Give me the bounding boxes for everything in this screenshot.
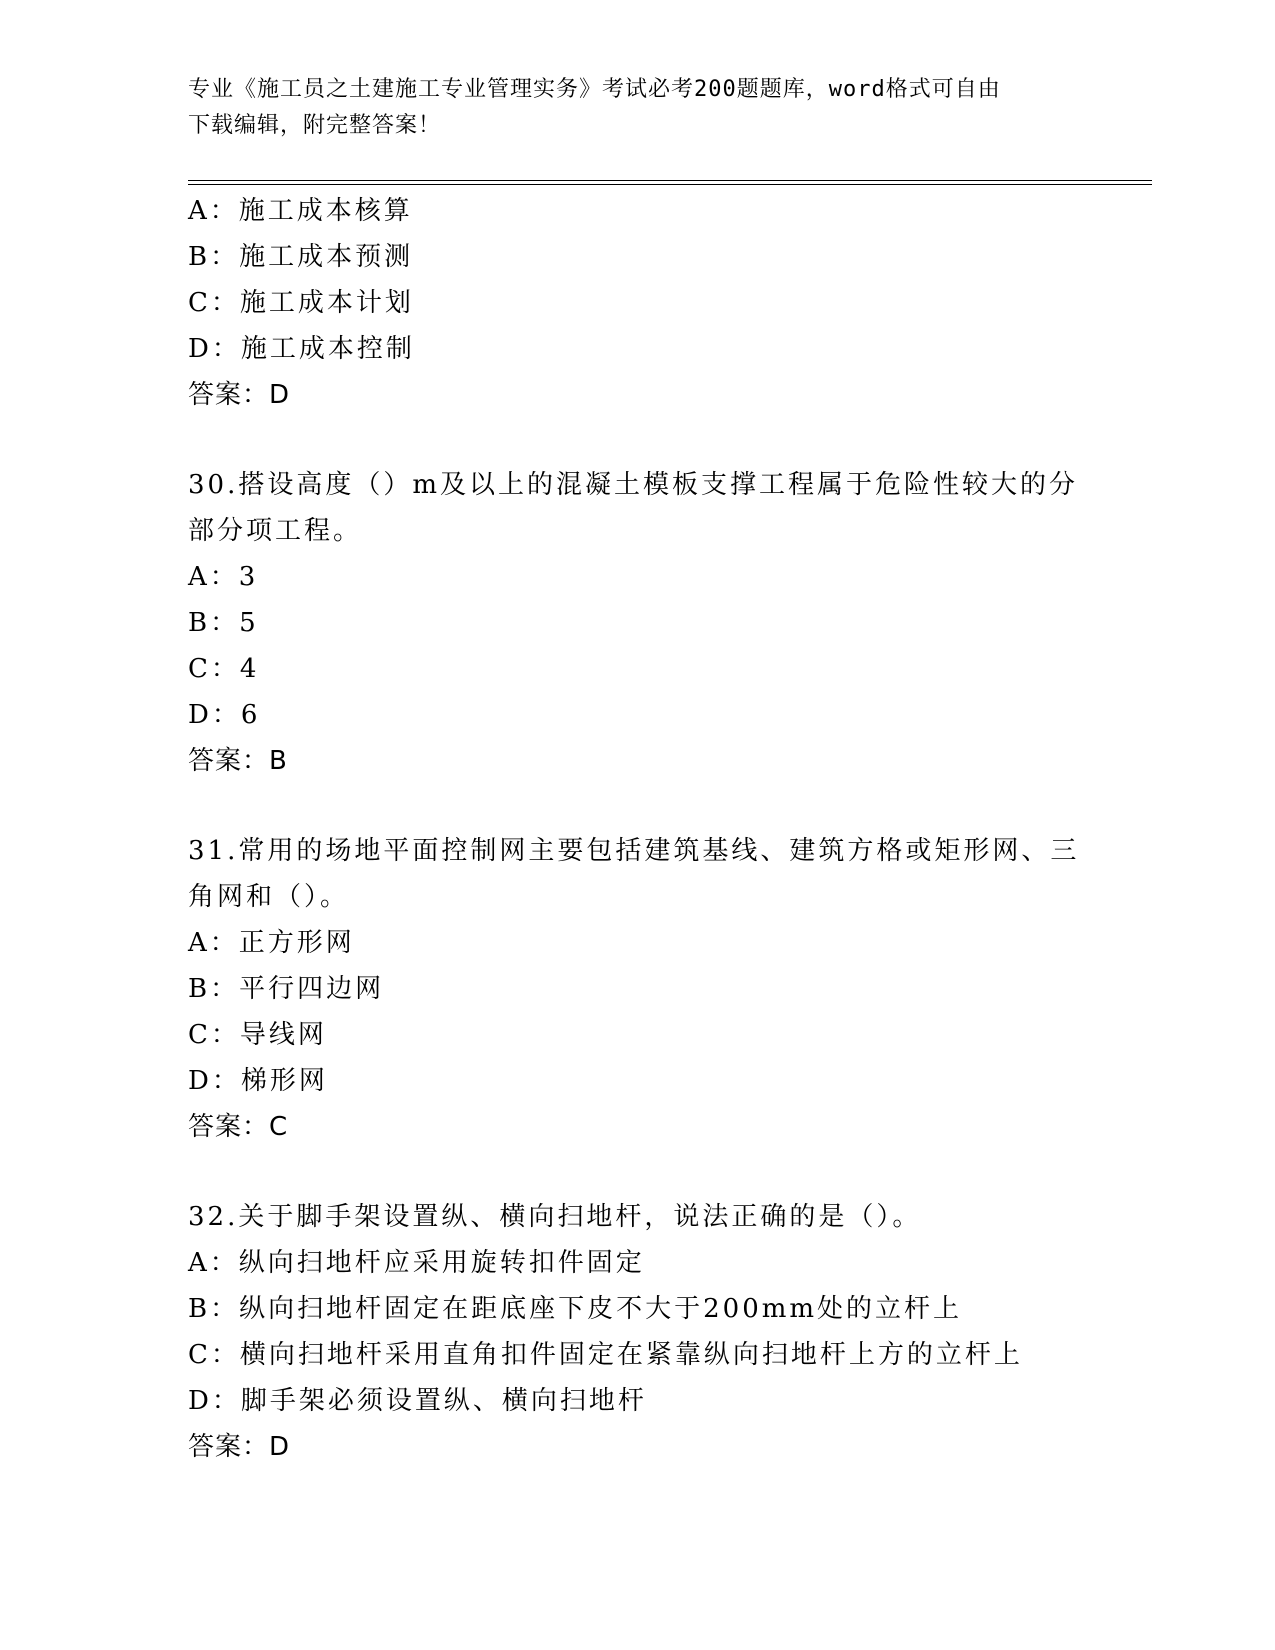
question-stem-line-1: 30.搭设高度（）m及以上的混凝土模板支撑工程属于危险性较大的分 bbox=[188, 470, 1079, 500]
answer-line: 答案：C bbox=[188, 1112, 289, 1142]
option-b: B：施工成本预测 bbox=[188, 242, 414, 272]
page-header bbox=[188, 72, 1068, 144]
question-stem-line-1: 32.关于脚手架设置纵、横向扫地杆，说法正确的是（）。 bbox=[188, 1202, 922, 1232]
option-c: C：施工成本计划 bbox=[188, 288, 414, 318]
header-divider bbox=[188, 180, 1152, 185]
document-body bbox=[188, 188, 1088, 1470]
question-30 bbox=[188, 462, 1088, 784]
question-stem-line-2: 部分项工程。 bbox=[188, 516, 363, 546]
option-b: B：纵向扫地杆固定在距底座下皮不大于200mm处的立杆上 bbox=[188, 1294, 963, 1324]
question-stem-line-1: 31.常用的场地平面控制网主要包括建筑基线、建筑方格或矩形网、三 bbox=[188, 836, 1080, 866]
option-d: D：脚手架必须设置纵、横向扫地杆 bbox=[188, 1386, 647, 1416]
question-31 bbox=[188, 828, 1088, 1150]
option-d: D：6 bbox=[188, 700, 261, 730]
question-stem-line-2: 角网和（）。 bbox=[188, 882, 350, 912]
header-line-1: 专业《施工员之土建施工专业管理实务》考试必考200题题库，word格式可自由 bbox=[188, 77, 1001, 102]
option-a: A：纵向扫地杆应采用旋转扣件固定 bbox=[188, 1248, 645, 1278]
option-c: C：横向扫地杆采用直角扣件固定在紧靠纵向扫地杆上方的立杆上 bbox=[188, 1340, 1023, 1370]
answer-line: 答案：D bbox=[188, 1432, 291, 1462]
question-32 bbox=[188, 1194, 1088, 1470]
option-a: A：施工成本核算 bbox=[188, 196, 413, 226]
option-d: D：梯形网 bbox=[188, 1066, 328, 1096]
answer-line: 答案：D bbox=[188, 380, 291, 410]
answer-line: 答案：B bbox=[188, 746, 288, 776]
option-c: C：4 bbox=[188, 654, 260, 684]
option-a: A：正方形网 bbox=[188, 928, 355, 958]
question-stem bbox=[188, 1194, 1088, 1240]
option-d: D：施工成本控制 bbox=[188, 334, 415, 364]
option-b: B：5 bbox=[188, 608, 259, 638]
header-line-2: 下载编辑，附完整答案！ bbox=[188, 113, 442, 138]
option-c: C：导线网 bbox=[188, 1020, 327, 1050]
question-stem bbox=[188, 828, 1088, 920]
question-29-continued bbox=[188, 188, 1088, 418]
option-a: A：3 bbox=[188, 562, 259, 592]
question-stem bbox=[188, 462, 1088, 554]
option-b: B：平行四边网 bbox=[188, 974, 385, 1004]
